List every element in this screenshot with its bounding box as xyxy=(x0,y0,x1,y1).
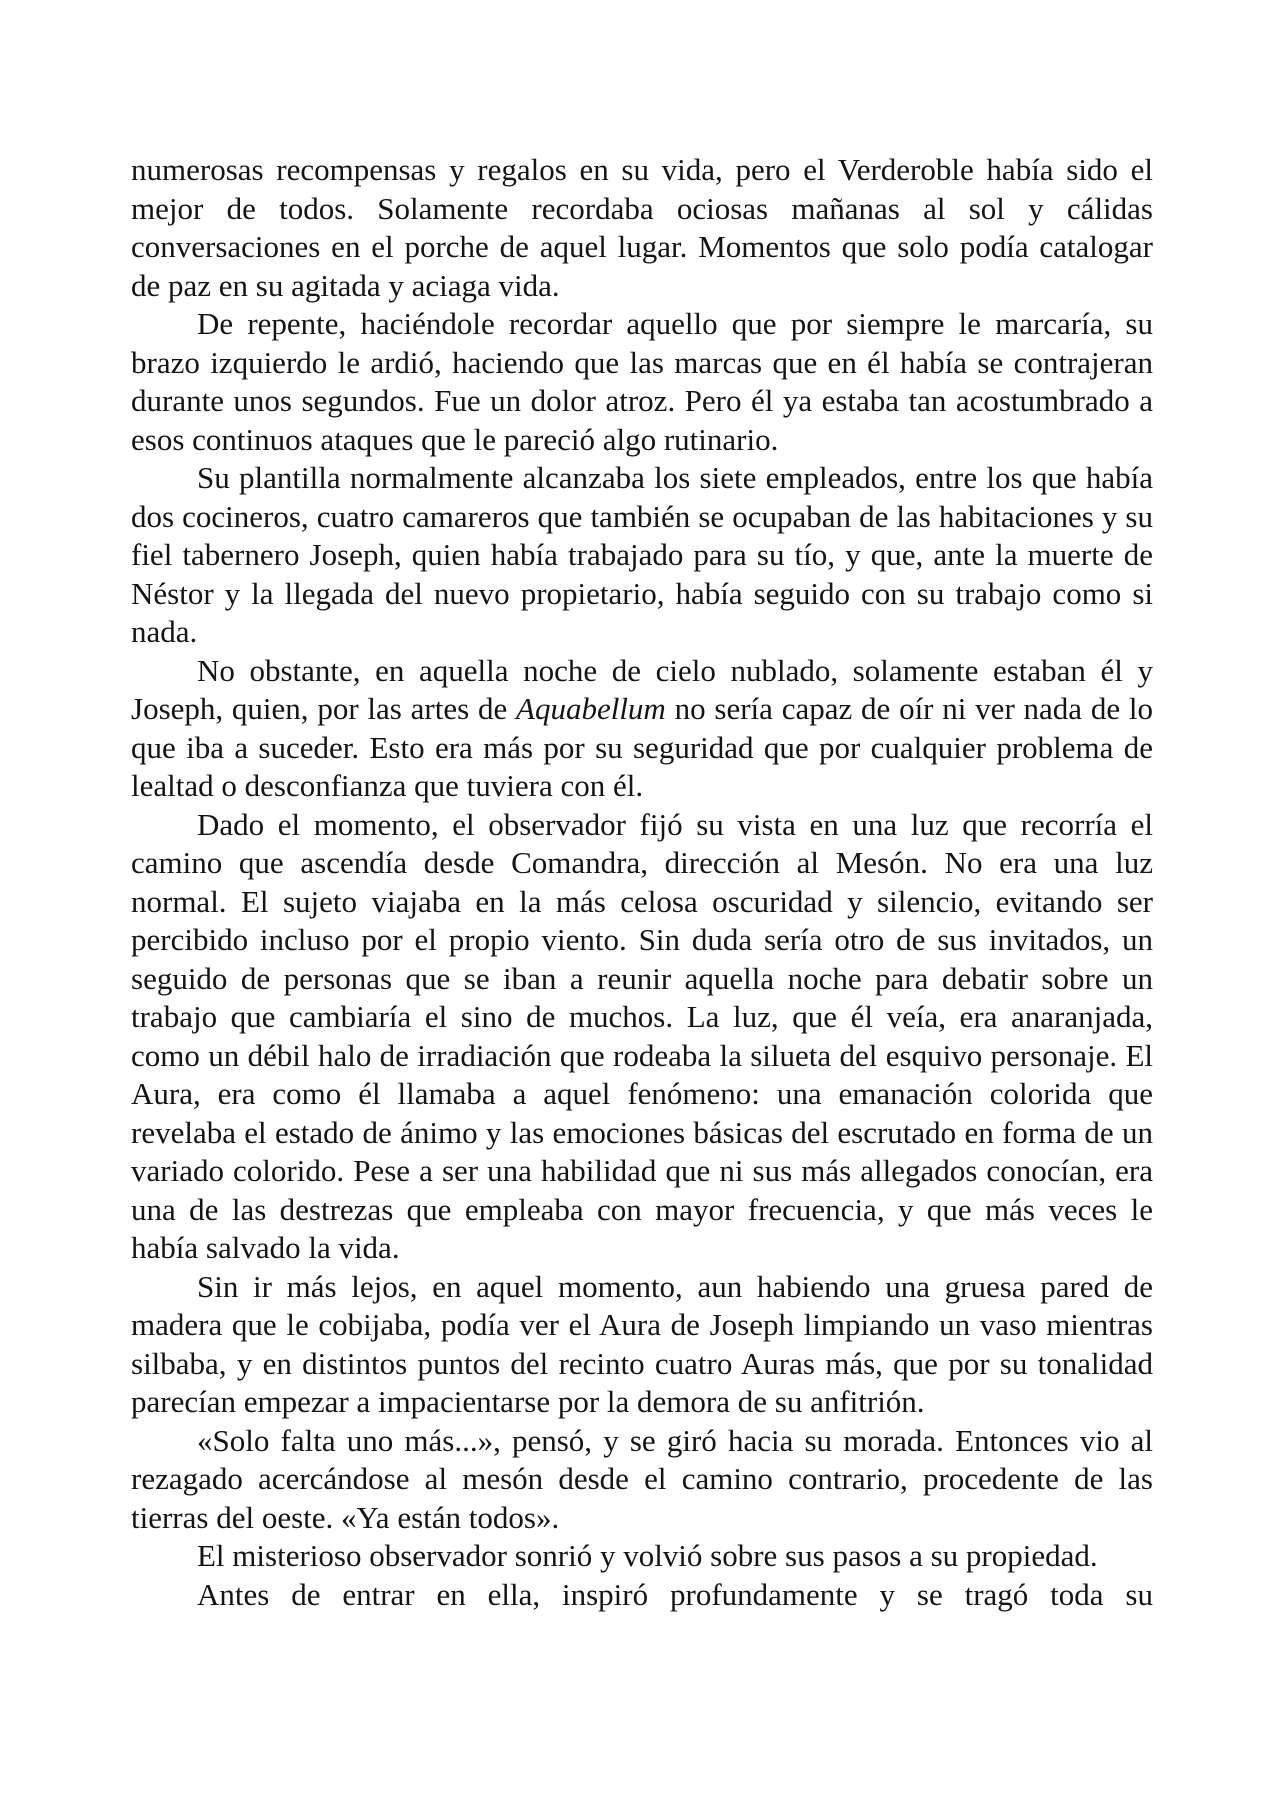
paragraph xyxy=(131,806,1153,1268)
paragraph xyxy=(131,1537,1153,1576)
text-run: numerosas recompensas y regalos en su vida, pero el Verderoble había sido el mejor de todos. Solamente recordaba ociosas mañanas al sol y cálidas conversaciones en el porche de aquel lugar. Momentos que solo podía catalogar de paz en su agitada y aciaga vida. xyxy=(131,152,1153,303)
paragraph xyxy=(131,459,1153,652)
paragraph xyxy=(131,151,1153,305)
text-run: Dado el momento, el observador fijó su vista en una luz que recorría el camino que ascendía desde Comandra, dirección al Mesón. No era una luz normal. El sujeto viajaba en la más celosa oscuridad y silencio, evitando ser percibido incluso por el propio viento. Sin duda sería otro de sus invitados, un seguido de personas que se iban a reunir aquella noche para debatir sobre un trabajo que cambiaría el sino de muchos. La luz, que él veía, era anaranjada, como un débil halo de irradiación que rodeaba la silueta del esquivo personaje. El Aura, era como él llamaba a aquel fenómeno: una emanación colorida que revelaba el estado de ánimo y las emociones básicas del escrutado en forma de un variado colorido. Pese a ser una habilidad que ni sus más allegados conocían, era una de las destrezas que empleaba con mayor frecuencia, y que más veces le había salvado la vida. xyxy=(131,806,1153,1265)
text-run: Su plantilla normalmente alcanzaba los siete empleados, entre los que había dos cocineros, cuatro camareros que también se ocupaban de las habitaciones y su fiel tabernero Joseph, quien había trabajado para su tío, y que, ante la muerte de Néstor y la llegada del nuevo propietario, había seguido con su trabajo como si nada. xyxy=(131,460,1153,649)
paragraph xyxy=(131,305,1153,459)
text-run: No obstante, en aquella noche de cielo nublado, solamente estaban él y Joseph, quien, por las artes de xyxy=(131,652,1153,726)
paragraph xyxy=(131,652,1153,806)
paragraph xyxy=(131,1576,1153,1615)
text-run: De repente, haciéndole recordar aquello que por siempre le marcaría, su brazo izquierdo le ardió, haciendo que las marcas que en él había se contrajeran durante unos segundos. Fue un dolor atroz. Pero él ya estaba tan acostumbrado a esos continuos ataques que le pareció algo rutinario. xyxy=(131,306,1153,457)
text-run: Antes de entrar en ella, inspiró profundamente y se tragó toda su xyxy=(197,1576,1153,1612)
paragraph xyxy=(131,1422,1153,1538)
text-run: Sin ir más lejos, en aquel momento, aun habiendo una gruesa pared de madera que le cobijaba, podía ver el Aura de Joseph limpiando un vaso mientras silbaba, y en distintos puntos del recinto cuatro Auras más, que por su tonalidad parecían empezar a impacientarse por la demora de su anfitrión. xyxy=(131,1268,1153,1419)
text-run: no sería capaz de oír ni ver nada de lo que iba a suceder. Esto era más por su seguridad que por cualquier problema de lealtad o desconfianza que tuviera con él. xyxy=(131,691,1154,803)
text-run: «Solo falta uno más...», pensó, y se giró hacia su morada. Entonces vio al rezagado acercándose al mesón desde el camino contrario, procedente de las tierras del oeste. «Ya están todos». xyxy=(131,1422,1153,1535)
text-run: El misterioso observador sonrió y volvió sobre sus pasos a su propiedad. xyxy=(197,1538,1098,1573)
paragraph xyxy=(131,1268,1153,1422)
italic-text: Aquabellum xyxy=(516,691,666,726)
page-body xyxy=(131,151,1153,1614)
